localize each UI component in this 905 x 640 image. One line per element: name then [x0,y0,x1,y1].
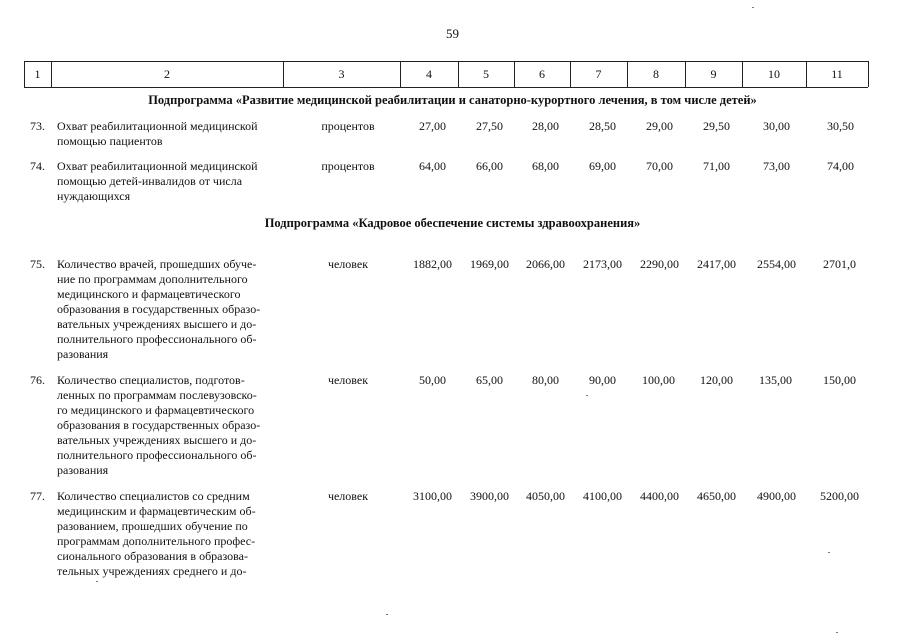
column-header: 10 [768,67,780,81]
value-cell: 2173,00 [583,257,622,271]
description-line: Охват реабилитационной медицинской [57,119,258,133]
row-number: 75. [30,257,45,271]
row-number: 74. [30,159,45,173]
value-cell: 2701,0 [823,257,856,271]
description-line: вательных учреждениях высшего и до- [57,317,257,331]
column-header: 2 [164,67,170,81]
column-header: 8 [653,67,659,81]
description-line: Количество специалистов, подготов- [57,373,245,387]
value-cell: 120,00 [700,373,733,387]
value-cell: 1882,00 [413,257,452,271]
column-header: 7 [595,67,602,81]
scan-speck [836,632,838,633]
description-line: полнительного профессионального об- [57,332,257,346]
row-description [57,489,280,579]
value-cell: 66,00 [476,159,503,173]
value-cell: 5200,00 [820,489,859,503]
column-header: 6 [539,67,545,81]
value-cell: 69,00 [589,159,616,173]
row-unit: человек [327,489,369,503]
row-unit: процентов [321,119,375,133]
value-cell: 4900,00 [757,489,796,503]
value-cell: 1969,00 [470,257,509,271]
column-header: 3 [338,67,345,81]
value-cell: 150,00 [823,373,856,387]
scan-speck [96,581,98,582]
value-cell: 29,50 [703,119,730,133]
row-number: 76. [30,373,45,387]
scan-speck [828,552,830,553]
value-cell: 73,00 [763,159,790,173]
value-cell: 27,50 [476,119,503,133]
value-cell: 4050,00 [526,489,565,503]
scan-speck [752,7,754,8]
value-cell: 3100,00 [413,489,452,503]
row-unit: процентов [321,159,375,173]
row-description [57,159,280,204]
description-line: помощью пациентов [57,134,163,148]
value-cell: 71,00 [703,159,730,173]
value-cell: 74,00 [827,159,854,173]
scan-speck [386,614,388,615]
value-cell: 27,00 [419,119,446,133]
value-cell: 64,00 [419,159,446,173]
description-line: медицинского и фармацевтического [57,287,241,301]
description-line: нуждающихся [57,189,131,203]
description-line: вательных учреждениях высшего и до- [57,433,257,447]
description-line: тельных учреждениях среднего и до- [57,564,247,578]
value-cell: 2554,00 [757,257,796,271]
value-cell: 28,50 [589,119,616,133]
row-number: 77. [30,489,45,503]
description-line: разования [57,463,109,477]
description-line: Количество специалистов со средним [57,489,250,503]
column-header: 1 [34,67,41,81]
value-cell: 4100,00 [583,489,622,503]
description-line: образования в государственных образо- [57,302,261,316]
description-line: разованием, прошедших обучение по [57,519,248,533]
page-number: 59 [446,26,459,41]
value-cell: 30,00 [763,119,790,133]
header-bottom-rule [24,87,868,88]
value-cell: 4650,00 [697,489,736,503]
scan-speck [586,395,588,396]
row-unit: человек [327,373,369,387]
section-title-staffing: Подпрограмма «Кадровое обеспечение системы здравоохранения» [264,216,641,230]
value-cell: 50,00 [419,373,446,387]
section-title-rehabilitation: Подпрограмма «Развитие медицинской реабилитации и санаторно-курортного лечения, в том числе детей» [148,93,757,107]
value-cell: 70,00 [646,159,673,173]
value-cell: 135,00 [759,373,792,387]
description-line: программам дополнительного профес- [57,534,256,548]
value-cell: 90,00 [589,373,616,387]
value-cell: 4400,00 [640,489,679,503]
row-description [57,257,280,362]
header-separator [868,61,869,87]
column-header: 4 [426,67,432,81]
value-cell: 2066,00 [526,257,565,271]
value-cell: 2417,00 [697,257,736,271]
description-line: Количество врачей, прошедших обуче- [57,257,257,271]
value-cell: 29,00 [646,119,673,133]
value-cell: 30,50 [827,119,854,133]
row-number: 73. [30,119,45,133]
row-description [57,119,280,149]
description-line: Охват реабилитационной медицинской [57,159,258,173]
value-cell: 80,00 [532,373,559,387]
value-cell: 28,00 [532,119,559,133]
column-header: 9 [710,67,717,81]
description-line: образования в государственных образо- [57,418,261,432]
value-cell: 68,00 [532,159,559,173]
value-cell: 2290,00 [640,257,679,271]
description-line: ленных по программам послевузовско- [57,388,257,402]
value-cell: 3900,00 [470,489,509,503]
description-line: ние по программам дополнительного [57,272,248,286]
description-line: полнительного профессионального об- [57,448,257,462]
row-description [57,373,280,478]
value-cell: 100,00 [642,373,675,387]
value-cell: 65,00 [476,373,503,387]
row-unit: человек [327,257,369,271]
description-line: медицинским и фармацевтическим об- [57,504,256,518]
description-line: сионального образования в образова- [57,549,249,563]
description-line: го медицинского и фармацевтического [57,403,255,417]
column-header: 11 [831,67,843,81]
description-line: помощью детей-инвалидов от числа [57,174,243,188]
column-header: 5 [483,67,489,81]
description-line: разования [57,347,109,361]
